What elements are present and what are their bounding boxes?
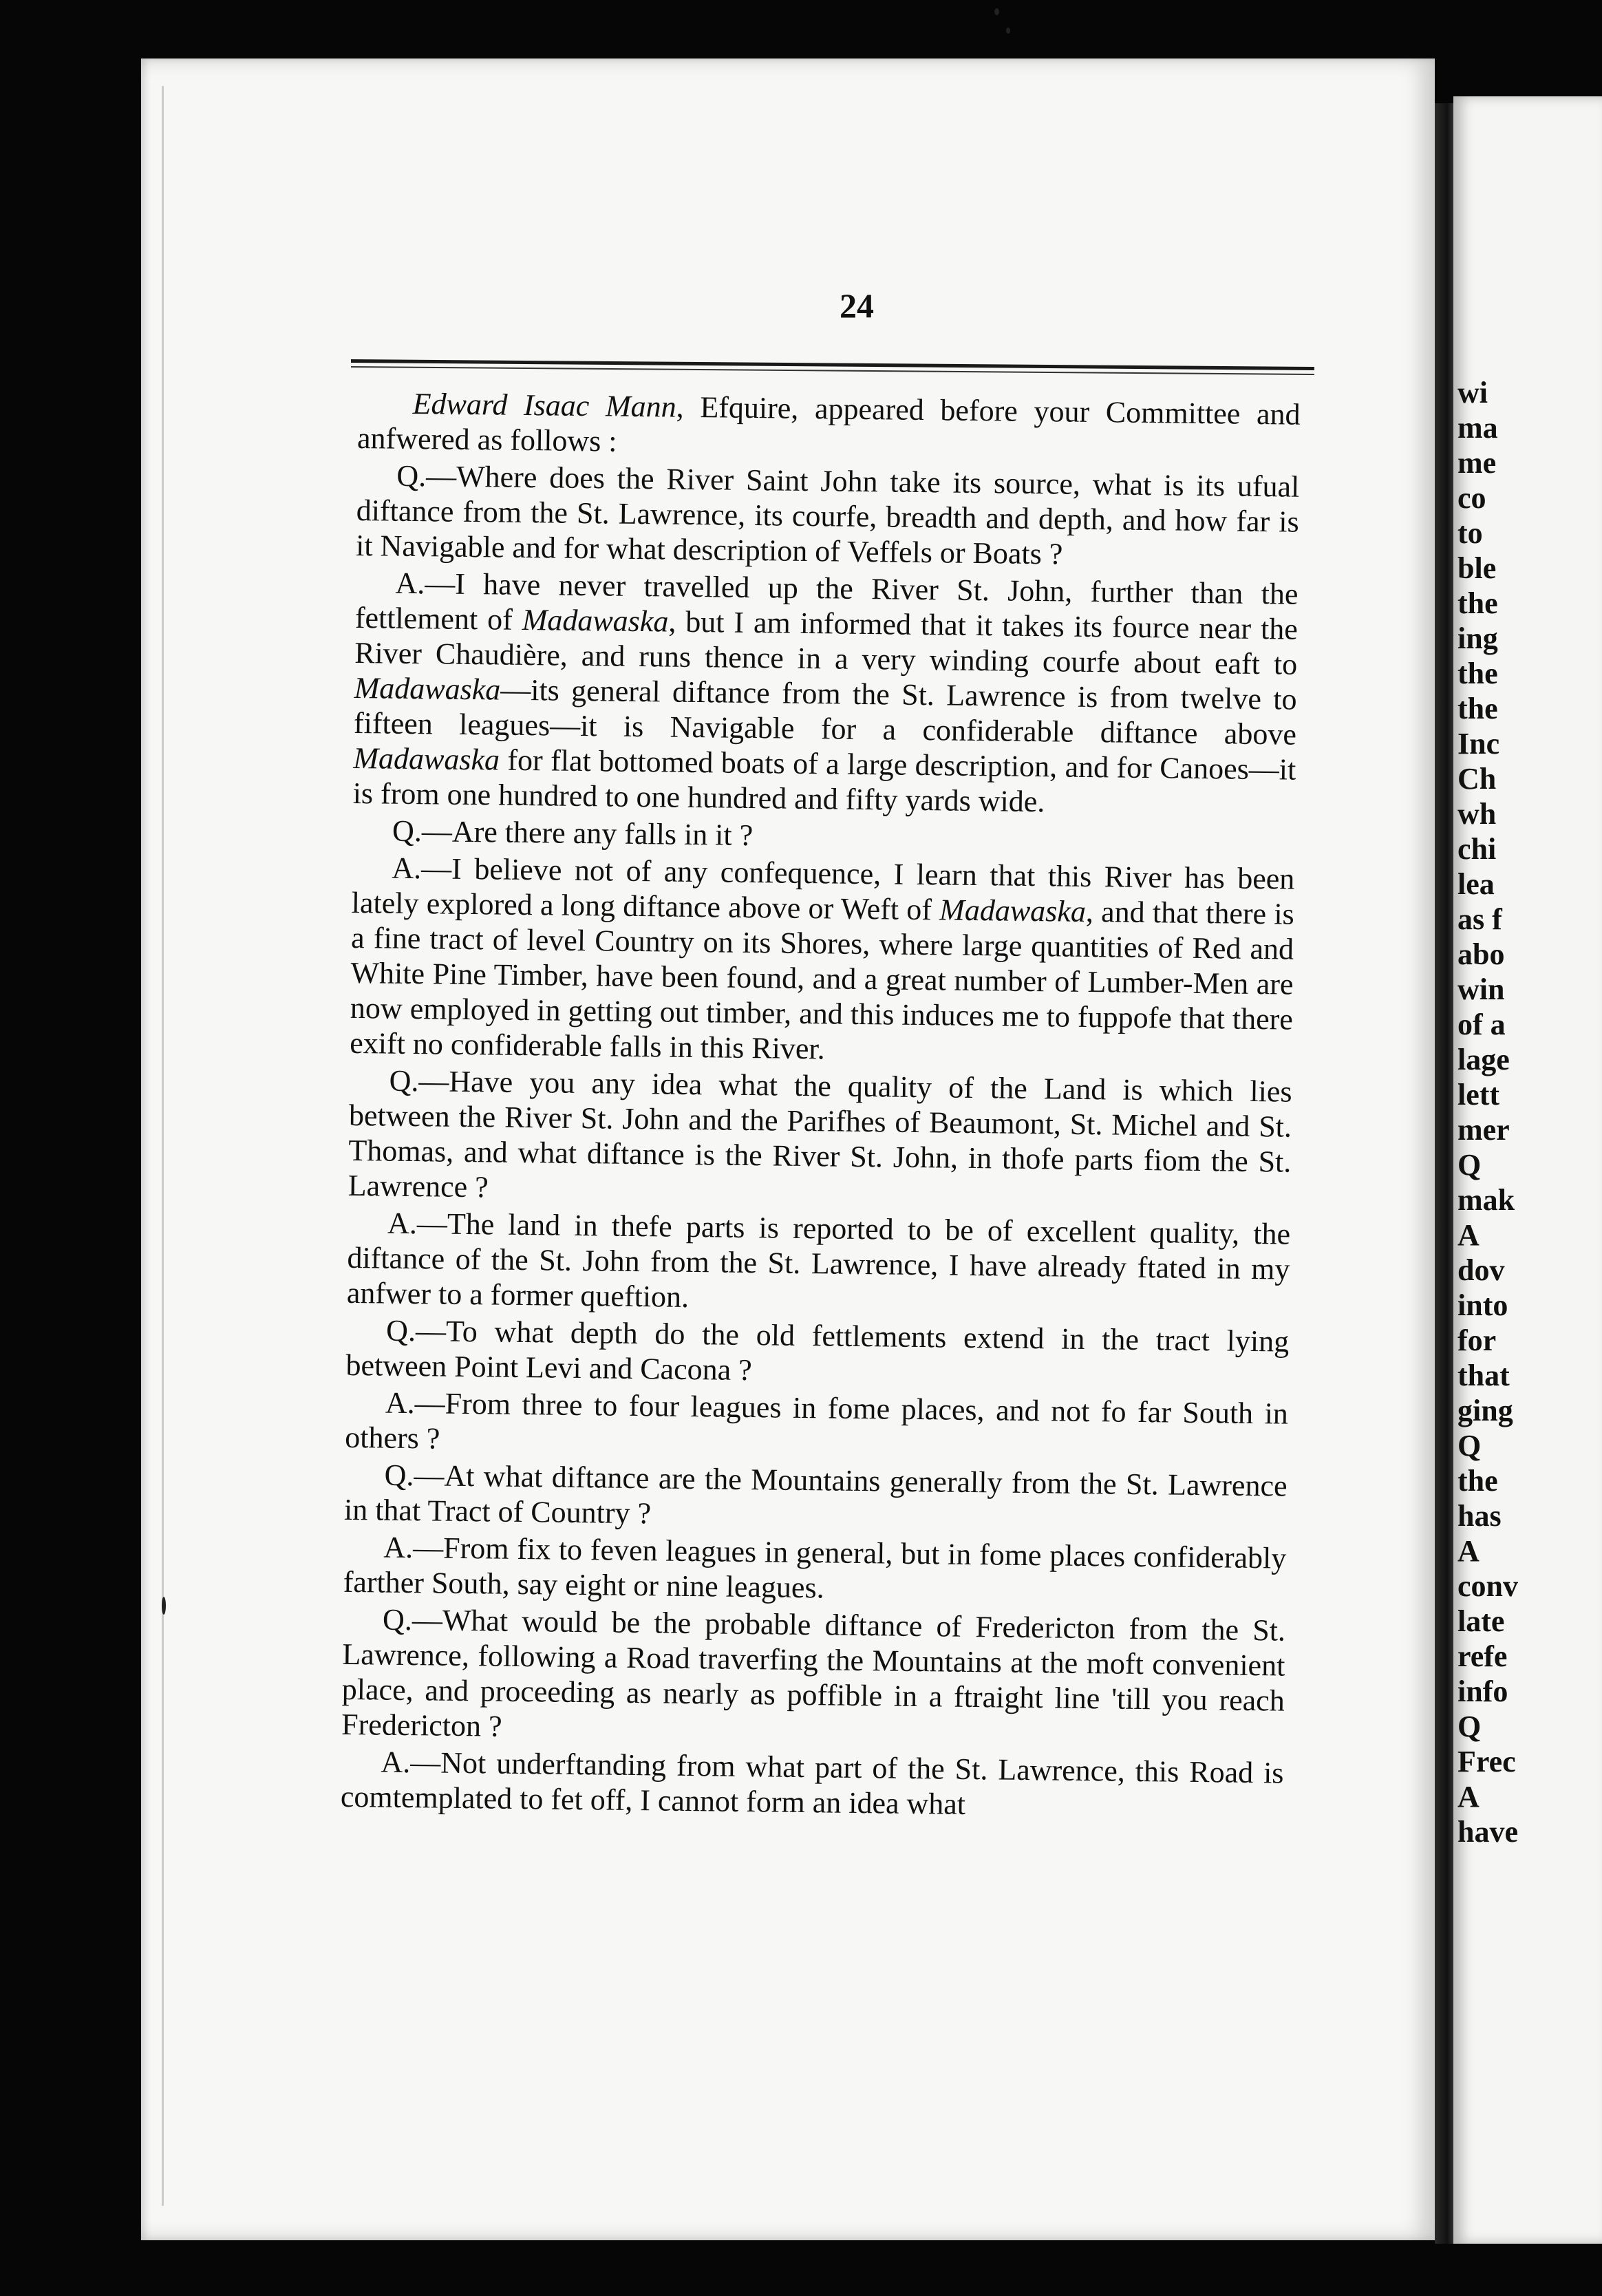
right-page-line-fragment: the bbox=[1457, 586, 1498, 620]
answer-4: A.—From three to four leagues in fome places, and not fo far South in others ? bbox=[345, 1385, 1289, 1456]
right-page-line-fragment: A bbox=[1457, 1534, 1480, 1568]
right-page-line-fragment: mak bbox=[1457, 1183, 1515, 1217]
right-page-line-fragment: the bbox=[1457, 1464, 1498, 1498]
witness-name: Edward Isaac Mann bbox=[412, 386, 677, 424]
right-page-line-fragment: conv bbox=[1457, 1569, 1518, 1603]
book-gutter bbox=[1435, 103, 1455, 2244]
right-page-line-fragment: that bbox=[1457, 1359, 1510, 1392]
right-page-line-fragment: Ch bbox=[1457, 762, 1497, 796]
right-page-line-fragment: as f bbox=[1457, 902, 1502, 936]
answer-6: A.—Not underftanding from what part of the St. Lawrence, this Road is comtemplated to fet off, I cannot form an idea what bbox=[340, 1745, 1284, 1821]
right-page-line-fragment: has bbox=[1457, 1499, 1502, 1533]
intro-paragraph: Edward Isaac Mann, Efquire, appeared before your Committee and anfwered as follows : bbox=[356, 386, 1301, 458]
right-page-line-fragment: ma bbox=[1457, 411, 1498, 445]
right-page-line-fragment: of a bbox=[1457, 1008, 1506, 1041]
question-4: Q.—To what depth do the old fettlements extend in the tract lying between Point Levi and Cacona ? bbox=[345, 1313, 1290, 1388]
right-page-line-fragment: ing bbox=[1457, 621, 1498, 655]
right-page-line-fragment: chi bbox=[1457, 832, 1497, 866]
right-page-line-fragment: win bbox=[1457, 972, 1505, 1006]
answer-1: A.—I have never travelled up the River St. John, further than the fettlement of Madawaska, but I am informed that it takes its fource near the River Chaudière, and runs thence in a very winding courfe about eaft to Madawaska—its general diftance from the St. Lawrence is from twelve to fifteen leagues—it is Navigable for a confiderable diftance above Madawaska for flat bottomed boats of a large description, and for Canoes—it is from one hundred to one hundred and fifty yards wide. bbox=[352, 566, 1299, 819]
right-page-line-fragment: for bbox=[1457, 1324, 1497, 1357]
right-page-line-fragment: refe bbox=[1457, 1639, 1508, 1673]
right-page-line-fragment: Q bbox=[1457, 1710, 1482, 1743]
answer-2: A.—I believe not of any confequence, I learn that this River has been lately explored a long diftance above or Weft of Madawaska, and that there is a fine tract of level Country on its Shores, where large quantities of Red and White Pine Timber, have been found, and a great number of Lumber-Men are now employed in getting out timber, and this induces me to fuppofe that there exift no confiderable falls in this River. bbox=[350, 851, 1295, 1066]
right-page-line-fragment: dov bbox=[1457, 1253, 1505, 1287]
right-page-line-fragment: lea bbox=[1457, 867, 1495, 901]
right-page-line-fragment: co bbox=[1457, 481, 1486, 515]
right-page-line-fragment: abo bbox=[1457, 937, 1505, 971]
right-page-line-fragment: A bbox=[1457, 1780, 1480, 1814]
right-page-line-fragment: lett bbox=[1457, 1078, 1500, 1112]
question-1: Q.—Where does the River Saint John take its source, what is its ufual diftance from the St. Lawrence, its courfe, breadth and depth, and how far is it Navigable and for what description of Veffels or Boats ? bbox=[355, 458, 1300, 571]
ink-speck bbox=[162, 1597, 166, 1615]
right-page-line-fragment: me bbox=[1457, 446, 1497, 480]
right-page-line-fragment: ging bbox=[1457, 1394, 1513, 1427]
answer-5: A.—From fix to feven leagues in general, but in fome places confiderably farther South, say eight or nine leagues. bbox=[343, 1530, 1287, 1605]
right-page-line-fragment: into bbox=[1457, 1288, 1508, 1322]
answer-3: A.—The land in thefe parts is reported to be of excellent quality, the diftance of the St. John from the St. Lawrence, I have already ftated in my anfwer to a former queftion. bbox=[346, 1206, 1291, 1314]
right-page-line-fragment: have bbox=[1457, 1815, 1518, 1849]
page-number: 24 bbox=[840, 286, 874, 325]
right-page-line-fragment: wh bbox=[1457, 797, 1497, 831]
testimony-text bbox=[341, 385, 1301, 1828]
right-page-line-fragment: Q bbox=[1457, 1148, 1482, 1182]
right-page-line-fragment: lage bbox=[1457, 1043, 1510, 1076]
right-page-line-fragment: A bbox=[1457, 1218, 1480, 1252]
right-page-line-fragment: Inc bbox=[1457, 727, 1500, 761]
question-6: Q.—What would be the probable diftance of Fredericton from the St. Lawrence, following a Road traverfing the Mountains at the moft convenient place, and proceeding as nearly as poffible in a ftraight line 'till you reach Fredericton ? bbox=[341, 1602, 1286, 1743]
right-page-line-fragment: wi bbox=[1457, 376, 1488, 410]
right-page-line-fragment: the bbox=[1457, 657, 1498, 690]
right-page-line-fragment: info bbox=[1457, 1675, 1508, 1708]
right-page-line-fragment: Q bbox=[1457, 1429, 1482, 1463]
ink-speck bbox=[1006, 28, 1010, 34]
right-page-line-fragment: the bbox=[1457, 692, 1498, 725]
right-page-line-fragment: Frec bbox=[1457, 1745, 1516, 1778]
right-page-line-fragment: mer bbox=[1457, 1113, 1510, 1147]
ink-speck bbox=[994, 8, 999, 15]
question-3: Q.—Have you any idea what the quality of the Land is which lies between the River St. John and the Parifhes of Beaumont, St. Michel and St. Thomas, and what diftance is the River St. John, in thofe parts fiom the St. Lawrence ? bbox=[348, 1063, 1292, 1204]
question-2: Q.—Are there any falls in it ? bbox=[392, 814, 754, 853]
right-page-line-fragment: ble bbox=[1457, 551, 1497, 585]
right-page-line-fragment: to bbox=[1457, 516, 1483, 550]
right-page-text-fragments bbox=[1457, 375, 1602, 1849]
question-5: Q.—At what diftance are the Mountains generally from the St. Lawrence in that Tract of Country ? bbox=[343, 1458, 1288, 1531]
right-page-line-fragment: late bbox=[1457, 1604, 1505, 1638]
